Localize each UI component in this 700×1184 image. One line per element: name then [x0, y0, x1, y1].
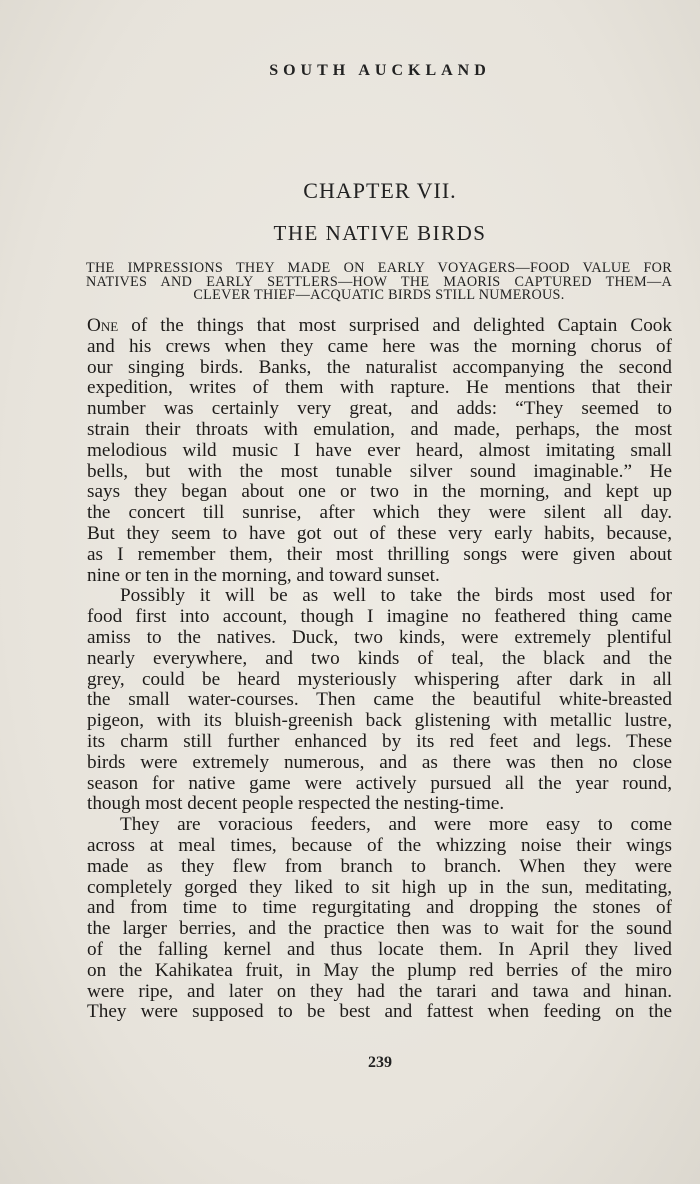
text-line: completely gorged they liked to sit high up in the sun, meditating, — [87, 877, 672, 898]
text-line: They were supposed to be best and fattest when feeding on the — [87, 1002, 672, 1023]
text-line: says they began about one or two in the morning, and kept up — [87, 482, 672, 503]
text-line: nine or ten in the morning, and toward sunset. — [87, 565, 440, 586]
text-line: across at meal times, because of the whizzing noise their wings — [87, 835, 672, 856]
drop-cap-word: One — [87, 316, 119, 336]
text-line: They are voracious feeders, and were more easy to come — [120, 815, 672, 836]
text-line: Possibly it will be as well to take the birds most used for — [120, 586, 672, 607]
text-line: were ripe, and later on they had the tarari and tawa and hinan. — [87, 981, 672, 1002]
page-number: 239 — [368, 1054, 392, 1071]
text-line: pigeon, with its bluish-greenish back glistening with metallic lustre, — [87, 711, 672, 732]
text-line: of the falling kernel and thus locate them. In April they lived — [87, 939, 672, 960]
chapter-synopsis — [86, 262, 672, 303]
body-text — [87, 316, 672, 1023]
text-line: as I remember them, their most thrilling songs were given about — [87, 544, 672, 565]
text-line: season for native game were actively pursued all the year round, — [87, 773, 672, 794]
text-line: nearly everywhere, and two kinds of teal, the black and the — [87, 648, 672, 669]
text-line: on the Kahikatea fruit, in May the plump red berries of the miro — [87, 960, 672, 981]
running-head: SOUTH AUCKLAND — [269, 62, 491, 79]
text-line: food first into account, though I imagine no feathered thing came — [87, 607, 672, 628]
text-line: the concert till sunrise, after which they were silent all day. — [87, 503, 672, 524]
text-line: the small water-courses. Then came the beautiful white-breasted — [87, 690, 672, 711]
text-line: our singing birds. Banks, the naturalist accompanying the second — [87, 357, 672, 378]
text-line: grey, could be heard mysteriously whispering after dark in all — [87, 669, 672, 690]
text-line — [87, 316, 672, 337]
synopsis-line: THE IMPRESSIONS THEY MADE ON EARLY VOYAGERS—FOOD VALUE FOR — [86, 262, 672, 276]
text-line: made as they flew from branch to branch. When they were — [87, 856, 672, 877]
text-line: its charm still further enhanced by its red feet and legs. These — [87, 731, 672, 752]
text-line: strain their throats with emulation, and made, perhaps, the most — [87, 419, 672, 440]
synopsis-line: CLEVER THIEF—ACQUATIC BIRDS STILL NUMEROUS. — [193, 287, 565, 303]
text-line: and from time to time regurgitating and dropping the stones of — [87, 898, 672, 919]
text-line: the larger berries, and the practice then was to wait for the sound — [87, 919, 672, 940]
text-line: amiss to the natives. Duck, two kinds, were extremely plentiful — [87, 627, 672, 648]
text-line: and his crews when they came here was the morning chorus of — [87, 336, 672, 357]
text-line: though most decent people respected the nesting-time. — [87, 794, 505, 815]
text-line-rest: of the things that most surprised and delighted Captain Cook — [118, 316, 672, 336]
text-line: melodious wild music I have ever heard, almost imitating small — [87, 440, 672, 461]
text-line: bells, but with the most tunable silver sound imaginable.” He — [87, 461, 672, 482]
synopsis-line: NATIVES AND EARLY SETTLERS—HOW THE MAORIS CAPTURED THEM—A — [86, 275, 672, 289]
text-line: expedition, writes of them with rapture. He mentions that their — [87, 378, 672, 399]
chapter-number: CHAPTER VII. — [303, 178, 457, 203]
text-line: number was certainly very great, and adds: “They seemed to — [87, 399, 672, 420]
chapter-title: THE NATIVE BIRDS — [273, 221, 487, 245]
text-line: birds were extremely numerous, and as there was then no close — [87, 752, 672, 773]
text-line: But they seem to have got out of these very early habits, because, — [87, 523, 672, 544]
